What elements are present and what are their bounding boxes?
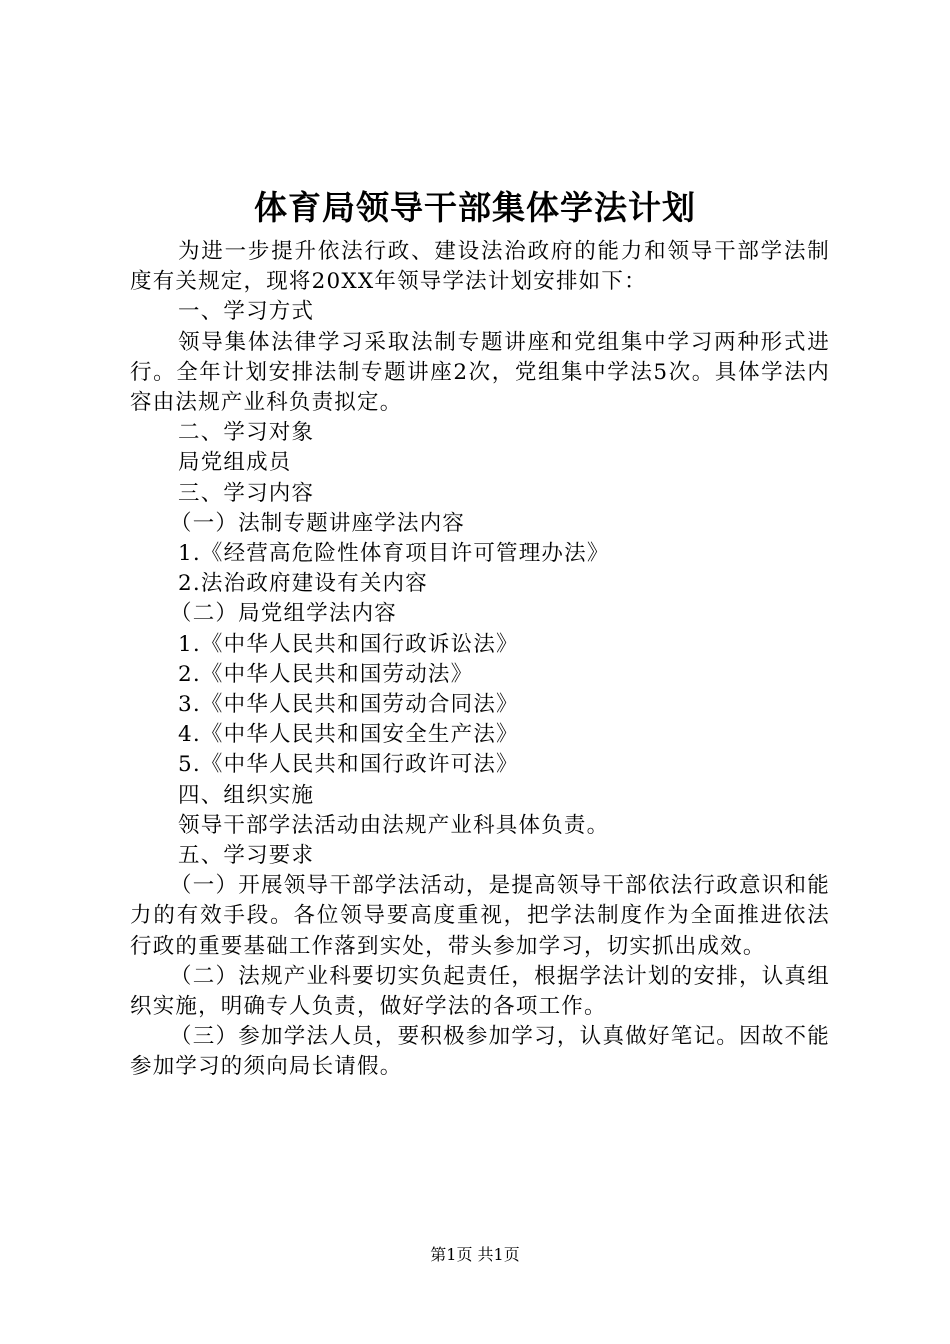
section-heading: 二、学习对象	[178, 420, 315, 446]
list-item: 1.《中华人民共和国行政诉讼法》	[178, 631, 519, 657]
subsection-heading: （一）法制专题讲座学法内容	[170, 510, 466, 536]
list-item: 5.《中华人民共和国行政许可法》	[178, 752, 519, 778]
list-item: 2.法治政府建设有关内容	[178, 571, 428, 597]
section-paragraph: 局党组成员	[178, 450, 292, 476]
section-heading: 四、组织实施	[178, 782, 315, 808]
document-body	[130, 237, 830, 1083]
list-item: 3.《中华人民共和国劳动合同法》	[178, 692, 519, 718]
page-footer: 第1页 共1页	[430, 1245, 520, 1264]
intro-paragraph: 为进一步提升依法行政、建设法治政府的能力和领导干部学法制度有关规定，现将20XX年领导学法计划安排如下：	[130, 239, 830, 295]
subsection-heading: （二）局党组学法内容	[170, 601, 398, 627]
list-item: 2.《中华人民共和国劳动法》	[178, 661, 474, 687]
requirement-paragraph: （三）参加学法人员，要积极参加学习，认真做好笔记。因故不能参加学习的须向局长请假。	[130, 1024, 830, 1080]
list-item: 1.《经营高危险性体育项目许可管理办法》	[178, 541, 610, 567]
list-item: 4.《中华人民共和国安全生产法》	[178, 722, 519, 748]
section-paragraph: 领导干部学法活动由法规产业科具体负责。	[178, 812, 610, 838]
section-heading: 三、学习内容	[178, 480, 315, 506]
requirement-paragraph: （一）开展领导干部学法活动，是提高领导干部依法行政意识和能力的有效手段。各位领导要高度重视，把学法制度作为全面推进依法行政的重要基础工作落到实处，带头参加学习，切实抓出成效。	[130, 873, 830, 959]
section-heading: 一、学习方式	[178, 299, 315, 325]
requirement-paragraph: （二）法规产业科要切实负起责任，根据学法计划的安排，认真组织实施，明确专人负责，做好学法的各项工作。	[130, 963, 830, 1020]
document-title: 体育局领导干部集体学法计划	[254, 188, 696, 227]
section-paragraph: 领导集体法律学习采取法制专题讲座和党组集中学习两种形式进行。全年计划安排法制专题讲座2次，党组集中学法5次。具体学法内容由法规产业科负责拟定。	[130, 329, 830, 416]
section-heading: 五、学习要求	[178, 843, 315, 869]
